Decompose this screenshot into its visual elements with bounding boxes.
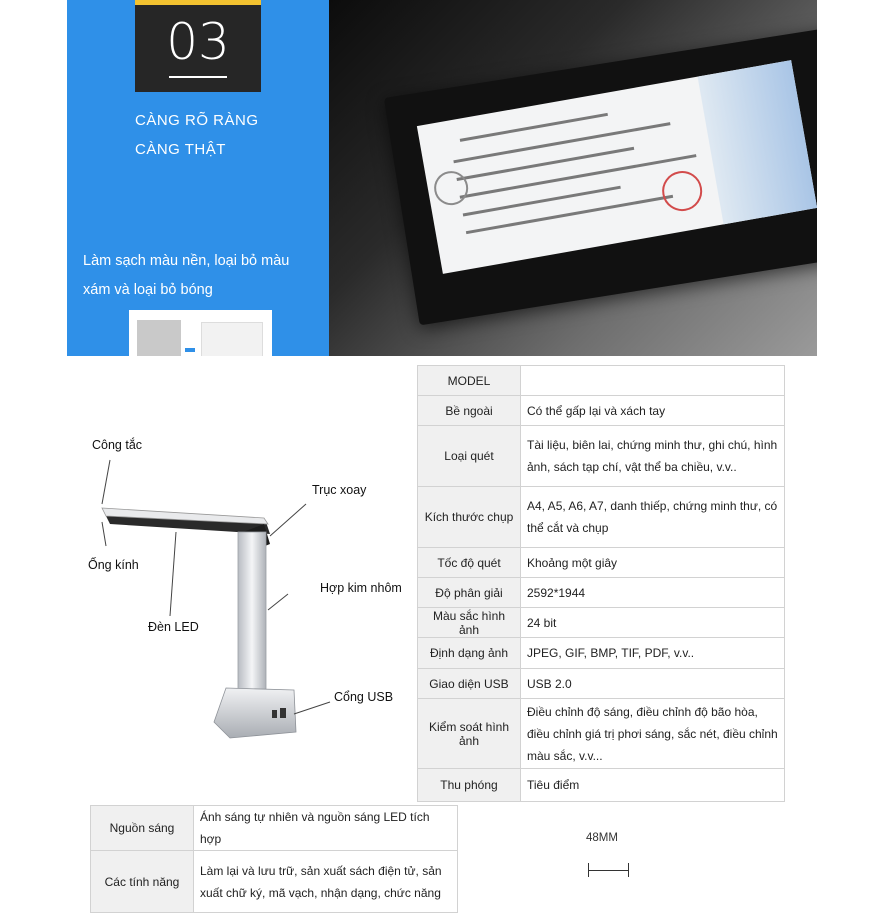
spec-value: Có thể gấp lại và xách tay — [521, 396, 785, 426]
spec-label: Kiểm soát hình ảnh — [418, 699, 521, 769]
spec-table — [417, 365, 785, 802]
badge-underline — [169, 76, 227, 78]
callout-aluminum: Hợp kim nhôm — [320, 581, 402, 595]
callout-usb-port: Cổng USB — [334, 690, 394, 704]
callout-switch: Công tắc — [92, 438, 143, 452]
spec-value: Làm lại và lưu trữ, sản xuất sách điện tử, sản xuất chữ ký, mã vạch, nhận dạng, chức năng — [194, 851, 458, 913]
features-table — [90, 805, 458, 913]
table-row — [418, 669, 785, 699]
spec-value: A4, A5, A6, A7, danh thiếp, chứng minh thư, có thể cắt và chụp — [521, 487, 785, 548]
spec-label: Màu sắc hình ảnh — [418, 608, 521, 638]
callout-lens: Ống kính — [88, 558, 139, 572]
dimension-tick-left — [588, 863, 589, 877]
spec-value: Điều chỉnh độ sáng, điều chỉnh độ bão hòa, điều chỉnh giá trị phơi sáng, sắc nét, điều chỉnh màu sắc, v.v... — [521, 699, 785, 769]
spec-label: Các tính năng — [91, 851, 194, 913]
table-row — [418, 548, 785, 578]
spec-value: Tiêu điểm — [521, 769, 785, 802]
table-row — [418, 769, 785, 802]
spec-value: Tài liệu, biên lai, chứng minh thư, ghi chú, hình ảnh, sách tạp chí, vật thể ba chiều, v.v.. — [521, 426, 785, 487]
red-stamp-icon — [659, 168, 705, 214]
badge-strip — [135, 0, 261, 5]
scanner-diagram — [80, 420, 410, 760]
table-row — [418, 578, 785, 608]
dimension-bar — [588, 870, 628, 871]
spec-label: Nguồn sáng — [91, 806, 194, 851]
banner-blue-panel — [67, 0, 329, 356]
spec-label: Giao diện USB — [418, 669, 521, 699]
after-thumbnail — [201, 322, 263, 356]
spec-label: Kích thước chụp — [418, 487, 521, 548]
dimension-indicator — [586, 832, 632, 882]
spec-label: Loại quét — [418, 426, 521, 487]
table-row — [418, 699, 785, 769]
spec-label: MODEL — [418, 366, 521, 396]
spec-value: Khoảng một giây — [521, 548, 785, 578]
slogan-line-1: CÀNG RÕ RÀNG — [135, 112, 259, 129]
gray-stamp-icon — [431, 168, 470, 207]
description-line-2: xám và loại bỏ bóng — [83, 282, 213, 298]
spec-value: 2592*1944 — [521, 578, 785, 608]
before-thumbnail — [137, 320, 181, 356]
table-row — [418, 396, 785, 426]
spec-label: Bề ngoài — [418, 396, 521, 426]
table-row — [418, 638, 785, 669]
table-row — [91, 806, 458, 851]
spec-label: Độ phân giải — [418, 578, 521, 608]
description-line-1: Làm sạch màu nền, loại bỏ màu — [83, 253, 290, 269]
table-row — [91, 851, 458, 913]
spec-value — [521, 366, 785, 396]
dimension-tick-right — [628, 863, 629, 877]
slogan-line-2: CÀNG THẬT — [135, 141, 226, 158]
before-after-thumbnail — [129, 310, 272, 356]
table-row — [418, 426, 785, 487]
callout-led: Đèn LED — [148, 620, 199, 634]
spec-label: Định dạng ảnh — [418, 638, 521, 669]
spec-label: Tốc độ quét — [418, 548, 521, 578]
spec-value: USB 2.0 — [521, 669, 785, 699]
spec-value: 24 bit — [521, 608, 785, 638]
table-row — [418, 487, 785, 548]
feature-number: 03 — [166, 13, 230, 71]
spec-value: Ánh sáng tự nhiên và nguồn sáng LED tích hợp — [194, 806, 458, 851]
hero-banner — [67, 0, 817, 356]
dimension-label: 48MM — [586, 832, 618, 844]
spec-value: JPEG, GIF, BMP, TIF, PDF, v.v.. — [521, 638, 785, 669]
feature-number-badge — [135, 0, 261, 92]
table-row — [418, 608, 785, 638]
spec-label: Thu phóng — [418, 769, 521, 802]
arrow-icon — [185, 348, 195, 352]
scan-photo — [329, 0, 817, 356]
callout-rotate-axis: Trục xoay — [312, 483, 367, 497]
table-row — [418, 366, 785, 396]
